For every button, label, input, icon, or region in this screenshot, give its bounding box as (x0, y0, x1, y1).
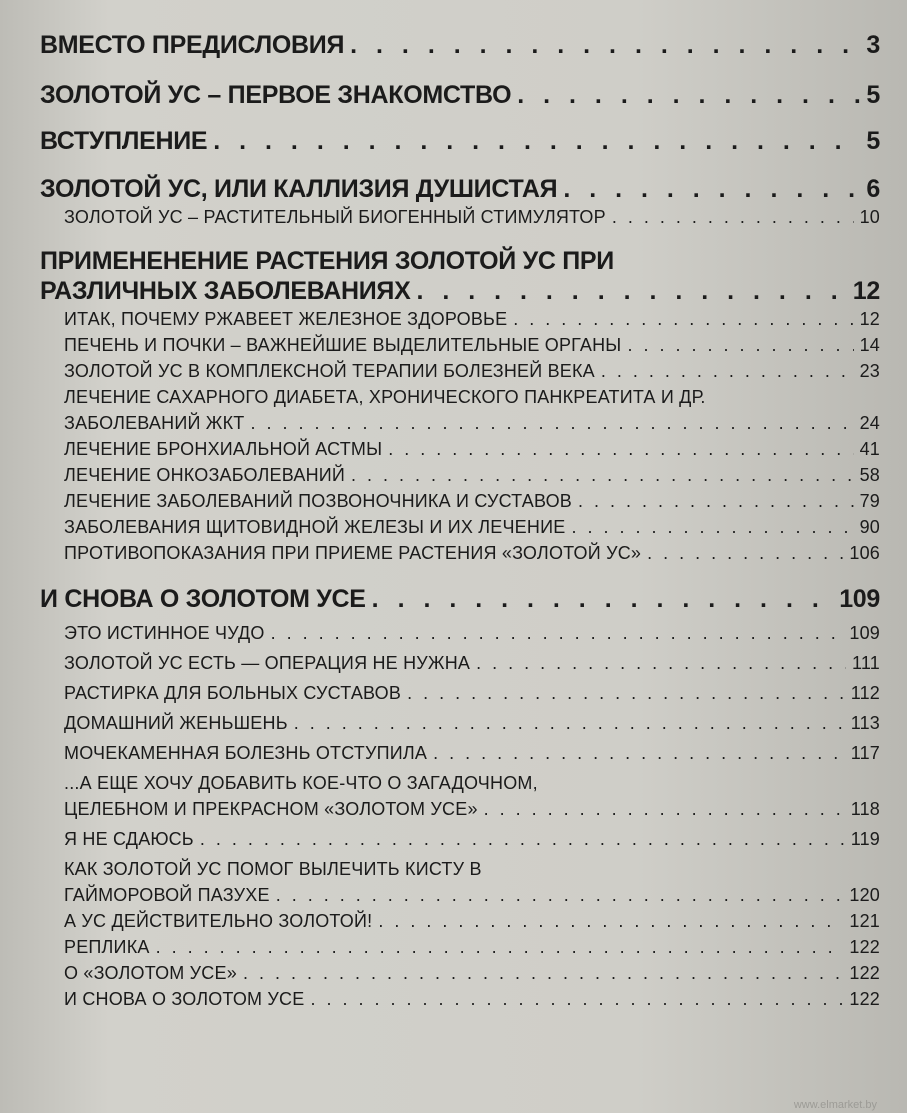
toc-page-number: 106 (849, 543, 880, 563)
toc-entry-minor (40, 770, 880, 822)
toc-page-number: 109 (849, 623, 880, 643)
toc-entry-minor (40, 960, 880, 986)
toc-entry-major (40, 80, 880, 110)
dot-leader (372, 584, 834, 614)
dot-leader (416, 276, 846, 306)
toc-page-number: 12 (859, 309, 880, 329)
toc-title-line1: КАК ЗОЛОТОЙ УС ПОМОГ ВЫЛЕЧИТЬ КИСТУ В (64, 859, 482, 879)
toc-page-number: 121 (849, 911, 880, 931)
toc-title: ЛЕЧЕНИЕ ЗАБОЛЕВАНИЙ ПОЗВОНОЧНИКА И СУСТАВОВ (64, 491, 573, 511)
toc-page-number: 122 (849, 937, 880, 957)
toc-page-number: 79 (859, 491, 880, 511)
toc-page-number: 118 (850, 799, 880, 819)
dot-leader (251, 410, 854, 436)
toc-page-number: 12 (852, 277, 880, 305)
toc-entry-minor (40, 540, 880, 566)
toc-title: ЭТО ИСТИННОЕ ЧУДО (64, 623, 265, 643)
dot-leader (513, 306, 853, 332)
dot-leader (517, 80, 860, 110)
toc-entry-minor (40, 826, 880, 852)
toc-title: О «ЗОЛОТОМ УСЕ» (64, 963, 237, 983)
toc-page-number: 5 (866, 81, 880, 109)
toc-title: ГАЙМОРОВОЙ ПАЗУХЕ (64, 885, 270, 905)
toc-title: РЕПЛИКА (64, 937, 150, 957)
dot-leader (476, 650, 846, 676)
toc-page-number: 112 (850, 683, 880, 703)
toc-title: ЗОЛОТОЙ УС В КОМПЛЕКСНОЙ ТЕРАПИИ БОЛЕЗНЕЙ ВЕКА (64, 361, 595, 381)
toc-title: ЦЕЛЕБНОМ И ПРЕКРАСНОМ «ЗОЛОТОМ УСЕ» (64, 799, 478, 819)
dot-leader (563, 174, 860, 204)
toc-entry-minor (40, 332, 880, 358)
toc-entry-minor (40, 908, 880, 934)
toc-page-number: 122 (849, 963, 880, 983)
toc-title: Я НЕ СДАЮСЬ (64, 829, 194, 849)
toc-entry-minor (40, 436, 880, 462)
dot-leader (294, 710, 845, 736)
dot-leader (271, 620, 844, 646)
toc-entry-minor (40, 358, 880, 384)
toc-title-line1: ...А ЕЩЕ ХОЧУ ДОБАВИТЬ КОЕ-ЧТО О ЗАГАДОЧНОМ, (64, 773, 538, 793)
toc-page-number: 117 (850, 743, 880, 763)
toc-entry-minor (40, 306, 880, 332)
toc-title: ЗОЛОТОЙ УС, ИЛИ КАЛЛИЗИЯ ДУШИСТАЯ (40, 175, 558, 203)
toc-title-line1: ЛЕЧЕНИЕ САХАРНОГО ДИАБЕТА, ХРОНИЧЕСКОГО ПАНКРЕАТИТА И ДР. (64, 387, 706, 407)
toc-entry-minor (40, 856, 880, 908)
watermark: www.elmarket.by (793, 1099, 877, 1111)
dot-leader (571, 514, 853, 540)
toc-title: ЗАБОЛЕВАНИЯ ЩИТОВИДНОЙ ЖЕЛЕЗЫ И ИХ ЛЕЧЕНИЕ (64, 517, 566, 537)
toc-page-number: 120 (849, 885, 880, 905)
toc-entry-minor (40, 710, 880, 736)
toc-entry-minor (40, 680, 880, 706)
toc-entry-major (40, 30, 880, 60)
dot-leader (627, 332, 853, 358)
toc-page-number: 109 (839, 585, 880, 613)
toc-title: МОЧЕКАМЕННАЯ БОЛЕЗНЬ ОТСТУПИЛА (64, 743, 428, 763)
toc-page-number: 6 (866, 175, 880, 203)
toc-title: ЗАБОЛЕВАНИЙ ЖКТ (64, 413, 245, 433)
toc-page-number: 24 (859, 413, 880, 433)
table-of-contents (40, 28, 880, 1012)
dot-leader (276, 882, 844, 908)
toc-title: ВСТУПЛЕНИЕ (40, 127, 208, 155)
toc-title: ВМЕСТО ПРЕДИСЛОВИЯ (40, 31, 345, 59)
toc-entry-major (40, 126, 880, 156)
toc-entry-minor (40, 462, 880, 488)
dot-leader (433, 740, 845, 766)
toc-entry-minor (40, 986, 880, 1012)
toc-title: ПЕЧЕНЬ И ПОЧКИ – ВАЖНЕЙШИЕ ВЫДЕЛИТЕЛЬНЫЕ ОРГАНЫ (64, 335, 622, 355)
toc-page-number: 58 (859, 465, 880, 485)
dot-leader (601, 358, 854, 384)
toc-entry-major (40, 174, 880, 204)
toc-title: ЛЕЧЕНИЕ ОНКОЗАБОЛЕВАНИЙ (64, 465, 346, 485)
dot-leader (612, 204, 854, 230)
toc-title: ЗОЛОТОЙ УС – РАСТИТЕЛЬНЫЙ БИОГЕННЫЙ СТИМУЛЯТОР (64, 207, 606, 227)
dot-leader (407, 680, 845, 706)
toc-page-number: 3 (866, 31, 880, 59)
toc-page-number: 10 (859, 207, 880, 227)
dot-leader (200, 826, 845, 852)
dot-leader (351, 462, 854, 488)
dot-leader (647, 540, 843, 566)
dot-leader (388, 436, 853, 462)
toc-title-line1: ПРИМЕНЕНЕНИЕ РАСТЕНИЯ ЗОЛОТОЙ УС ПРИ (40, 247, 614, 275)
toc-page-number: 23 (859, 361, 880, 381)
dot-leader (378, 908, 843, 934)
toc-page-number: 5 (866, 127, 880, 155)
dot-leader (213, 126, 860, 156)
toc-title: ЗОЛОТОЙ УС ЕСТЬ — ОПЕРАЦИЯ НЕ НУЖНА (64, 653, 471, 673)
toc-entry-minor (40, 620, 880, 646)
toc-entry-minor (40, 934, 880, 960)
toc-title: ЛЕЧЕНИЕ БРОНХИАЛЬНОЙ АСТМЫ (64, 439, 383, 459)
toc-title: ЗОЛОТОЙ УС – ПЕРВОЕ ЗНАКОМСТВО (40, 81, 512, 109)
toc-entry-minor (40, 204, 880, 230)
dot-leader (578, 488, 854, 514)
toc-entry-major (40, 246, 880, 306)
dot-leader (350, 30, 860, 60)
toc-page-number: 14 (859, 335, 880, 355)
toc-entry-minor (40, 740, 880, 766)
toc-entry-major (40, 584, 880, 614)
toc-page-number: 122 (849, 989, 880, 1009)
toc-title: И СНОВА О ЗОЛОТОМ УСЕ (40, 585, 366, 613)
toc-entry-minor (40, 650, 880, 676)
toc-page-number: 41 (859, 439, 880, 459)
toc-page-number: 90 (859, 517, 880, 537)
toc-title: ДОМАШНИЙ ЖЕНЬШЕНЬ (64, 713, 288, 733)
toc-title: А УС ДЕЙСТВИТЕЛЬНО ЗОЛОТОЙ! (64, 911, 373, 931)
toc-page-number: 119 (850, 829, 880, 849)
toc-entry-minor (40, 514, 880, 540)
toc-title: И СНОВА О ЗОЛОТОМ УСЕ (64, 989, 305, 1009)
toc-entry-minor (40, 488, 880, 514)
dot-leader (243, 960, 843, 986)
toc-title: ПРОТИВОПОКАЗАНИЯ ПРИ ПРИЕМЕ РАСТЕНИЯ «ЗОЛОТОЙ УС» (64, 543, 642, 563)
toc-title: ИТАК, ПОЧЕМУ РЖАВЕЕТ ЖЕЛЕЗНОЕ ЗДОРОВЬЕ (64, 309, 508, 329)
dot-leader (484, 796, 845, 822)
toc-page-number: 111 (852, 653, 880, 673)
toc-entry-minor (40, 384, 880, 436)
dot-leader (156, 934, 844, 960)
toc-title: РАСТИРКА ДЛЯ БОЛЬНЫХ СУСТАВОВ (64, 683, 402, 703)
dot-leader (310, 986, 843, 1012)
toc-title: РАЗЛИЧНЫХ ЗАБОЛЕВАНИЯХ (40, 277, 411, 305)
toc-page-number: 113 (850, 713, 880, 733)
